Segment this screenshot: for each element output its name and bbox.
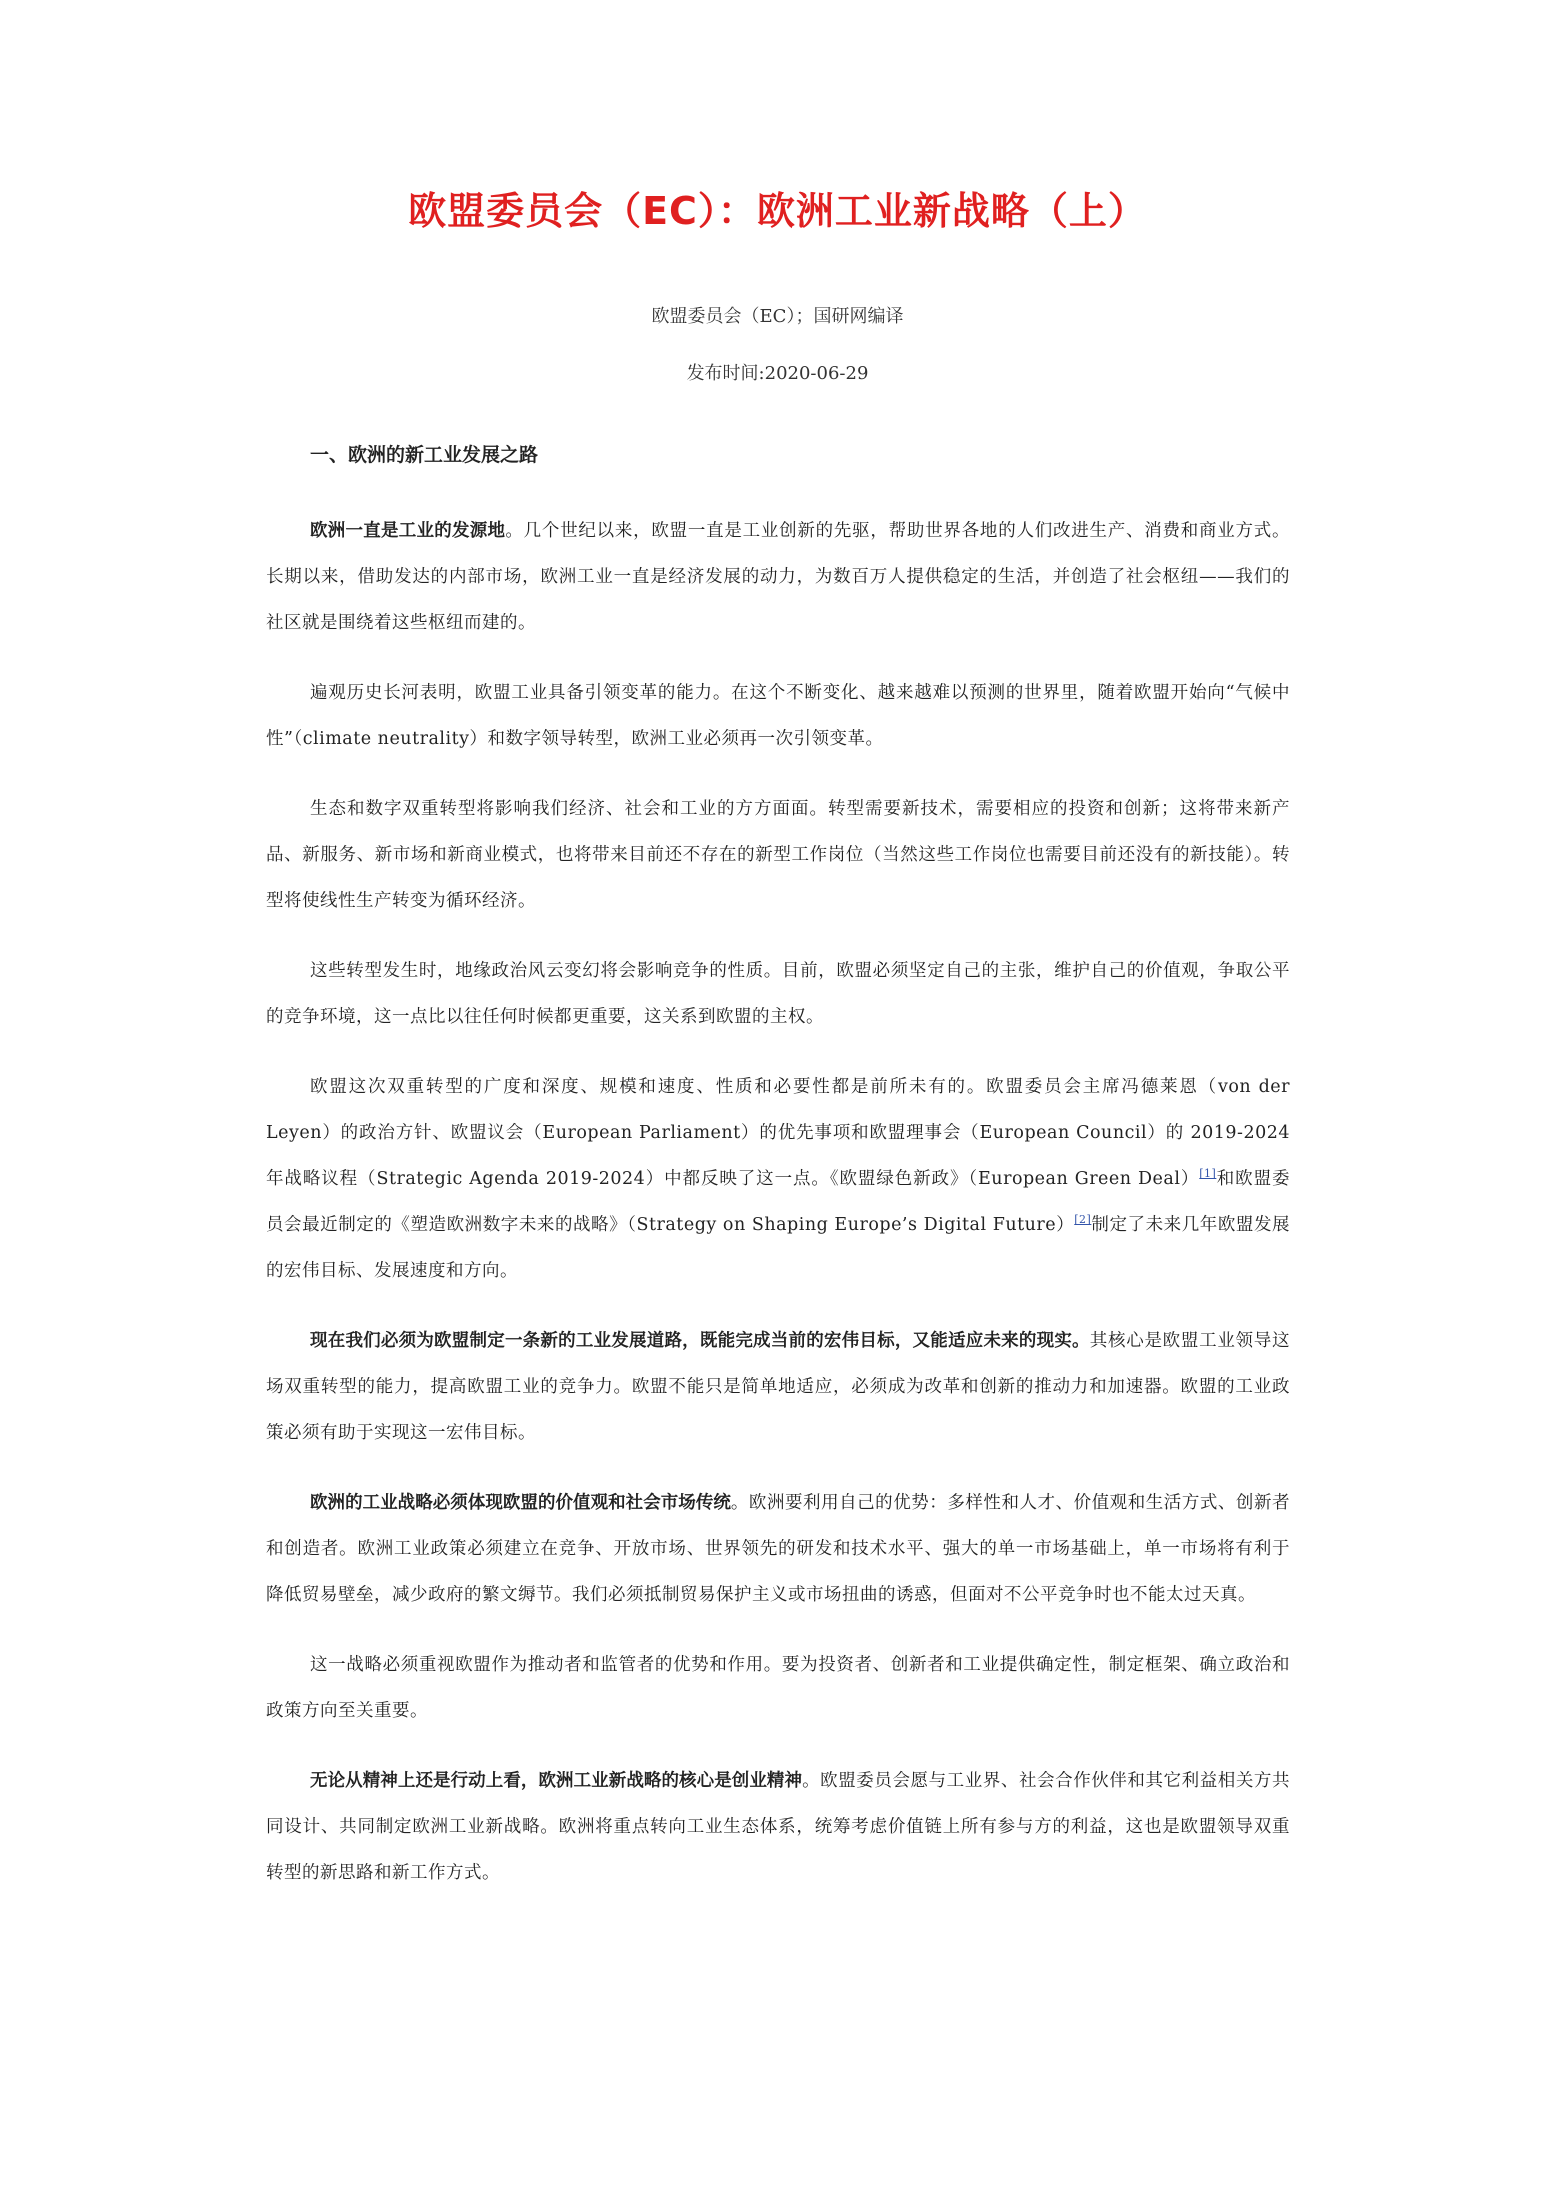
footnote-ref-2[interactable]: [2] [1074,1213,1092,1227]
article-body [266,440,1290,1920]
footnote-ref-1[interactable]: [1] [1199,1167,1217,1181]
paragraph-text: 制定了未来几年欧盟发展的宏伟目标、发展速度和方向。 [266,1215,1291,1281]
document-source: 欧盟委员会（EC）；国研网编译 [651,306,904,327]
paragraph-text: 。欧盟委员会愿与工业界、社会合作伙伴和其它利益相关方共同设计、共同制定欧洲工业新战略。欧洲将重点转向工业生态体系，统筹考虑价值链上所有参与方的利益，这也是欧盟领导双重转型的新思路和新工作方式。 [266,1771,1291,1883]
paragraph-text: 生态和数字双重转型将影响我们经济、社会和工业的方方面面。转型需要新技术，需要相应的投资和创新；这将带来新产品、新服务、新市场和新商业模式，也将带来目前还不存在的新型工作岗位（当然这些工作岗位也需要目前还没有的新技能）。转型将使线性生产转变为循环经济。 [266,799,1290,911]
paragraph [266,786,1290,924]
paragraph-lead: 欧洲的工业战略必须体现欧盟的价值观和社会市场传统 [310,1493,731,1513]
paragraph-text: 这些转型发生时，地缘政治风云变幻将会影响竞争的性质。目前，欧盟必须坚定自己的主张，维护自己的价值观，争取公平的竞争环境，这一点比以往任何时候都更重要，这关系到欧盟的主权。 [266,961,1290,1027]
section-heading: 一、欧洲的新工业发展之路 [310,444,539,466]
paragraph-text: 其核心是欧盟工业领导这场双重转型的能力，提高欧盟工业的竞争力。欧盟不能只是简单地适应，必须成为改革和创新的推动力和加速器。欧盟的工业政策必须有助于实现这一宏伟目标。 [266,1331,1291,1443]
paragraph [266,670,1290,762]
publish-date: 发布时间:2020-06-29 [686,363,869,384]
paragraph-text: 这一战略必须重视欧盟作为推动者和监管者的优势和作用。要为投资者、创新者和工业提供确定性，制定框架、确立政治和政策方向至关重要。 [266,1655,1290,1721]
paragraph [266,1480,1290,1618]
paragraph-text: 欧盟这次双重转型的广度和深度、规模和速度、性质和必要性都是前所未有的。欧盟委员会主席冯德莱恩（von der Leyen）的政治方针、欧盟议会（European Parliament）的优先事项和欧盟理事会（European Council）的 2019-2024 年战略议程（Strategic Agenda 2019-2024）中都反映了这一点。《欧盟绿色新政》（European Green Deal） [266,1077,1290,1189]
paragraph-lead: 现在我们必须为欧盟制定一条新的工业发展道路，既能完成当前的宏伟目标，又能适应未来的现实。 [310,1331,1090,1351]
paragraph-text: 。欧洲要利用自己的优势：多样性和人才、价值观和生活方式、创新者和创造者。欧洲工业政策必须建立在竞争、开放市场、世界领先的研发和技术水平、强大的单一市场基础上，单一市场将有利于降低贸易壁垒，减少政府的繁文缛节。我们必须抵制贸易保护主义或市场扭曲的诱惑，但面对不公平竞争时也不能太过天真。 [266,1493,1290,1605]
paragraph-lead: 无论从精神上还是行动上看，欧洲工业新战略的核心是创业精神 [310,1771,803,1791]
document-title: 欧盟委员会（EC）：欧洲工业新战略（上） [408,189,1147,233]
paragraph-lead: 欧洲一直是工业的发源地 [310,521,506,541]
paragraph-text: 和欧盟委员会最近制定的《塑造欧洲数字未来的战略》（Strategy on Shaping Europe’s Digital Future） [266,1169,1291,1235]
paragraph [266,1758,1290,1896]
paragraph-text: 。几个世纪以来，欧盟一直是工业创新的先驱，帮助世界各地的人们改进生产、消费和商业方式。长期以来，借助发达的内部市场，欧洲工业一直是经济发展的动力，为数百万人提供稳定的生活，并创造了社会枢纽——我们的社区就是围绕着这些枢纽而建的。 [266,521,1291,633]
paragraph-text: 遍观历史长河表明，欧盟工业具备引领变革的能力。在这个不断变化、越来越难以预测的世界里，随着欧盟开始向“气候中性”（climate neutrality）和数字领导转型，欧洲工业必须再一次引领变革。 [266,683,1290,749]
paragraph [266,948,1290,1040]
paragraph [266,508,1290,646]
paragraph [266,1642,1290,1734]
paragraph [266,1318,1290,1456]
paragraph [266,1064,1290,1294]
